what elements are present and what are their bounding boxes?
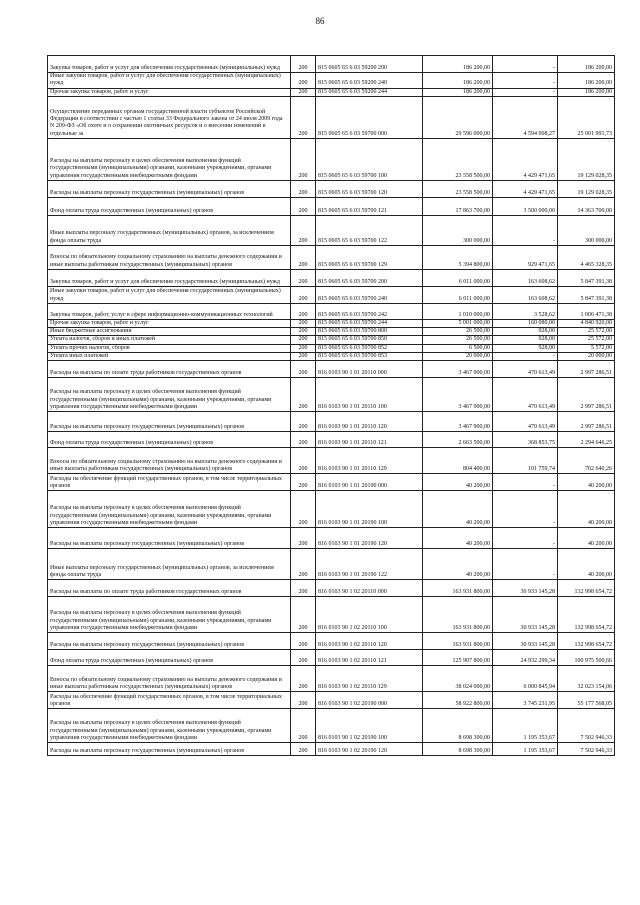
table-row [48,56,615,73]
row-approved: 8 698 300,00 [423,743,493,756]
row-name: Уплата иных платежей [48,353,291,361]
row-executed: - [493,56,558,73]
row-kbk: 815 0605 65 6 03 59700 000 [316,96,423,138]
row-approved: 3 467 900,00 [423,412,493,432]
row-kbk: 816 0103 90 1 01 20110 120 [316,412,423,432]
row-executed: 1 195 353,67 [493,743,558,756]
row-name: Прочая закупка товаров, работ и услуг [48,88,291,96]
row-executed: 24 932 299,34 [493,650,558,666]
row-remaining: 2 997 286,51 [558,378,615,412]
row-remaining: 132 998 654,72 [558,597,615,633]
row-remaining: 19 129 028,35 [558,138,615,180]
row-remaining: 5 847 391,38 [558,286,615,303]
row-kbk: 815 0605 65 6 03 59700 244 [316,319,423,327]
row-name: Уплата налогов, сборов и иных платежей [48,336,291,344]
table-row [48,319,615,327]
row-approved: 125 907 800,00 [423,650,493,666]
row-executed: 1 195 353,67 [493,709,558,743]
row-approved: 26 500,00 [423,336,493,344]
table-row [48,353,615,361]
table-row [48,269,615,286]
row-kbk: 816 0103 90 1 02 20190 100 [316,709,423,743]
row-code: 200 [291,328,316,336]
row-name: Расходы на выплаты персоналу государственных (муниципальных) органов [48,180,291,197]
row-executed: - [493,88,558,96]
row-approved: 23 558 500,00 [423,180,493,197]
row-kbk: 815 0605 65 6 03 59200 200 [316,56,423,73]
row-approved: 38 024 000,00 [423,666,493,692]
row-executed: 101 759,74 [493,448,558,474]
row-code: 200 [291,743,316,756]
row-kbk: 815 0605 65 6 03 59700 122 [316,215,423,245]
row-code: 200 [291,549,316,580]
row-approved: 3 467 900,00 [423,361,493,378]
table-row [48,197,615,215]
row-name: Фонд оплаты труда государственных (муниципальных) органов [48,197,291,215]
row-kbk: 816 0103 90 1 01 20190 100 [316,491,423,528]
row-name: Расходы на выплаты персоналу в целях обеспечения выполнения функций государственными (муниципальными) органами, казенными учреждениями, органами управления государственными внебюджетными фондами [48,491,291,528]
row-executed: 4 429 471,65 [493,138,558,180]
row-remaining: 186 200,00 [558,73,615,89]
row-code: 200 [291,597,316,633]
row-code: 200 [291,319,316,327]
row-name: Иные выплаты персоналу государственных (муниципальных) органов, за исключением фонда оплаты труда [48,549,291,580]
row-kbk: 816 0103 90 1 02 20190 120 [316,743,423,756]
row-code: 200 [291,336,316,344]
table-row [48,286,615,303]
row-executed: - [493,549,558,580]
row-code: 200 [291,73,316,89]
table-row [48,528,615,549]
row-kbk: 816 0103 90 1 01 20110 129 [316,448,423,474]
row-name: Закупка товаров, работ и услуг для обеспечения государственных (муниципальных) нужд [48,56,291,73]
table-row [48,580,615,597]
row-remaining: 40 200,00 [558,549,615,580]
row-code: 200 [291,88,316,96]
row-approved: 5 394 800,00 [423,245,493,269]
row-remaining: 14 363 700,00 [558,197,615,215]
row-name: Расходы на выплаты по оплате труда работников государственных органов [48,361,291,378]
row-remaining: 186 200,00 [558,56,615,73]
table-row [48,633,615,650]
row-approved: 17 863 700,00 [423,197,493,215]
row-kbk: 815 0605 65 6 03 59700 120 [316,180,423,197]
row-executed: - [493,353,558,361]
row-approved: 186 200,00 [423,88,493,96]
row-executed: 3 745 231,95 [493,692,558,709]
row-approved: 40 200,00 [423,549,493,580]
row-approved: 58 922 800,00 [423,692,493,709]
row-code: 200 [291,245,316,269]
row-code: 200 [291,56,316,73]
row-kbk: 815 0605 65 6 03 59700 240 [316,286,423,303]
table-row [48,361,615,378]
row-kbk: 816 0103 90 1 01 20190 000 [316,474,423,491]
row-executed: - [493,491,558,528]
row-remaining: 702 640,26 [558,448,615,474]
row-approved: 5 001 000,00 [423,319,493,327]
table-row [48,743,615,756]
row-remaining: 7 502 946,33 [558,709,615,743]
row-executed: 470 613,49 [493,412,558,432]
row-executed: 30 933 145,28 [493,633,558,650]
row-kbk: 816 0103 90 1 02 20110 120 [316,633,423,650]
row-remaining: 300 000,00 [558,215,615,245]
row-code: 200 [291,580,316,597]
row-code: 200 [291,474,316,491]
table-row [48,88,615,96]
row-kbk: 815 0605 65 6 03 59700 850 [316,336,423,344]
row-code: 200 [291,303,316,319]
row-remaining: 4 465 328,35 [558,245,615,269]
row-name: Расходы на выплаты персоналу в целях обеспечения выполнения функций государственными (муниципальными) органами, казенными учреждениями, органами управления государственными внебюджетными фондами [48,709,291,743]
row-name: Фонд оплаты труда государственных (муниципальных) органов [48,432,291,448]
row-name: Расходы на выплаты персоналу в целях обеспечения выполнения функций государственными (муниципальными) органами, казенными учреждениями, органами управления государственными внебюджетными фондами [48,378,291,412]
row-executed: 163 608,62 [493,286,558,303]
row-remaining: 2 997 286,51 [558,361,615,378]
row-name: Расходы на выплаты персоналу в целях обеспечения выполнения функций государственными (муниципальными) органами, казенными учреждениями, органами управления государственными внебюджетными фондами [48,138,291,180]
row-remaining: 132 998 654,72 [558,580,615,597]
row-kbk: 816 0103 90 1 01 20110 000 [316,361,423,378]
table-row [48,474,615,491]
table-row [48,448,615,474]
table-row [48,180,615,197]
row-approved: 6 011 000,00 [423,269,493,286]
row-name: Взносы по обязательному социальному страхованию на выплаты денежного содержания и иные выплаты работникам государственных (муниципальных) органов [48,448,291,474]
table-row [48,138,615,180]
row-name: Расходы на обеспечение функций государственных органов, в том числе территориальных органов [48,692,291,709]
row-name: Закупка товаров, работ и услуг для обеспечения государственных (муниципальных) нужд [48,269,291,286]
table-row [48,549,615,580]
row-remaining: 55 177 568,05 [558,692,615,709]
row-executed: 30 933 145,28 [493,580,558,597]
row-name: Закупка товаров, работ, услуг в сфере информационно-коммуникационных технологий [48,303,291,319]
table-row [48,215,615,245]
row-code: 200 [291,96,316,138]
row-remaining: 19 129 028,35 [558,180,615,197]
row-executed: - [493,73,558,89]
table-row [48,303,615,319]
row-executed: 928,00 [493,328,558,336]
row-name: Иные закупки товаров, работ и услуг для обеспечения государственных (муниципальных) нужд [48,73,291,89]
row-approved: 8 698 300,00 [423,709,493,743]
row-name: Взносы по обязательному социальному страхованию на выплаты денежного содержания и иные выплаты работникам государственных (муниципальных) органов [48,245,291,269]
table-row [48,666,615,692]
row-kbk: 815 0605 65 6 03 59200 244 [316,88,423,96]
row-executed: 6 000 845,94 [493,666,558,692]
row-code: 200 [291,269,316,286]
table-row [48,344,615,352]
row-executed: 929 471,65 [493,245,558,269]
row-approved: 163 931 800,00 [423,633,493,650]
row-executed: 928,00 [493,336,558,344]
row-executed: 163 608,62 [493,269,558,286]
row-kbk: 816 0103 90 1 01 20110 121 [316,432,423,448]
row-remaining: 4 840 920,00 [558,319,615,327]
row-remaining: 40 200,00 [558,491,615,528]
row-kbk: 816 0103 90 1 01 20190 120 [316,528,423,549]
row-code: 200 [291,344,316,352]
row-approved: 2 663 500,00 [423,432,493,448]
table-row [48,378,615,412]
row-approved: 29 596 000,00 [423,96,493,138]
row-approved: 300 000,00 [423,215,493,245]
row-code: 200 [291,692,316,709]
row-name: Уплата прочих налогов, сборов [48,344,291,352]
row-name: Прочая закупка товаров, работ и услуг [48,319,291,327]
row-approved: 3 467 900,00 [423,378,493,412]
row-kbk: 815 0605 65 6 03 59700 200 [316,269,423,286]
row-executed: 368 853,75 [493,432,558,448]
row-code: 200 [291,709,316,743]
row-executed: 928,00 [493,344,558,352]
table-row [48,432,615,448]
row-name: Расходы на выплаты персоналу в целях обеспечения выполнения функций государственными (муниципальными) органами, казенными учреждениями, органами управления государственными внебюджетными фондами [48,597,291,633]
table-row [48,650,615,666]
row-approved: 163 931 800,00 [423,580,493,597]
row-approved: 6 500,00 [423,344,493,352]
row-code: 200 [291,361,316,378]
row-name: Расходы на выплаты по оплате труда работников государственных органов [48,580,291,597]
row-executed: 470 613,49 [493,378,558,412]
row-approved: 40 200,00 [423,474,493,491]
row-kbk: 815 0605 65 6 03 59700 800 [316,328,423,336]
row-code: 200 [291,666,316,692]
row-executed: - [493,474,558,491]
row-kbk: 816 0103 90 1 02 20110 100 [316,597,423,633]
row-approved: 40 200,00 [423,528,493,549]
row-code: 200 [291,286,316,303]
row-approved: 26 500,00 [423,328,493,336]
row-executed: 160 080,00 [493,319,558,327]
page-number: 86 [315,16,325,26]
row-kbk: 815 0605 65 6 03 59700 242 [316,303,423,319]
row-name: Расходы на выплаты персоналу государственных (муниципальных) органов [48,633,291,650]
row-name: Расходы на обеспечение функций государственных органов, в том числе территориальных органов [48,474,291,491]
row-kbk: 816 0103 90 1 02 20110 121 [316,650,423,666]
row-name: Расходы на выплаты персоналу государственных (муниципальных) органов [48,528,291,549]
row-approved: 186 200,00 [423,73,493,89]
row-kbk: 816 0103 90 1 02 20110 129 [316,666,423,692]
table-row [48,597,615,633]
row-kbk: 816 0103 90 1 02 20190 000 [316,692,423,709]
row-code: 200 [291,633,316,650]
row-executed: - [493,528,558,549]
table-row [48,96,615,138]
row-approved: 804 400,00 [423,448,493,474]
row-kbk: 815 0605 65 6 03 59200 240 [316,73,423,89]
row-name: Осуществление переданных органам государственной власти субъектов Российской Федерации в соответствии с частью 1 статьи 33 Федерального закона от 24 июля 2009 года N 209-ФЗ «Об охоте и о сохранении охотничьих ресурсов и о внесении изменений в отдельные за [48,96,291,138]
row-remaining: 25 572,00 [558,336,615,344]
row-approved: 20 000,00 [423,353,493,361]
row-approved: 1 010 000,00 [423,303,493,319]
row-executed: 3 528,62 [493,303,558,319]
row-remaining: 2 997 286,51 [558,412,615,432]
row-name: Иные выплаты персоналу государственных (муниципальных) органов, за исключением фонда оплаты труда [48,215,291,245]
row-name: Расходы на выплаты персоналу государственных (муниципальных) органов [48,743,291,756]
row-name: Расходы на выплаты персоналу государственных (муниципальных) органов [48,412,291,432]
row-kbk: 816 0103 90 1 01 20190 122 [316,549,423,580]
row-executed: 3 500 000,00 [493,197,558,215]
row-remaining: 5 572,00 [558,344,615,352]
row-code: 200 [291,491,316,528]
table-row [48,692,615,709]
row-code: 200 [291,138,316,180]
table-row [48,709,615,743]
row-remaining: 100 975 500,66 [558,650,615,666]
row-code: 200 [291,528,316,549]
row-code: 200 [291,180,316,197]
row-remaining: 132 998 654,72 [558,633,615,650]
table-row [48,328,615,336]
row-remaining: 40 200,00 [558,474,615,491]
row-approved: 23 558 500,00 [423,138,493,180]
row-remaining: 7 502 946,33 [558,743,615,756]
row-remaining: 25 572,00 [558,328,615,336]
row-code: 200 [291,197,316,215]
row-code: 200 [291,448,316,474]
row-kbk: 815 0605 65 6 03 59700 853 [316,353,423,361]
row-code: 200 [291,353,316,361]
table-row [48,336,615,344]
row-executed: 4 594 008,27 [493,96,558,138]
row-remaining: 25 001 991,73 [558,96,615,138]
row-executed: 4 429 471,65 [493,180,558,197]
row-approved: 163 931 800,00 [423,597,493,633]
row-kbk: 815 0605 65 6 03 59700 129 [316,245,423,269]
row-executed: - [493,215,558,245]
row-code: 200 [291,215,316,245]
table-body [48,56,615,756]
row-remaining: 32 023 154,06 [558,666,615,692]
row-kbk: 816 0103 90 1 01 20110 100 [316,378,423,412]
row-name: Фонд оплаты труда государственных (муниципальных) органов [48,650,291,666]
row-code: 200 [291,412,316,432]
row-approved: 186 200,00 [423,56,493,73]
row-code: 200 [291,432,316,448]
row-remaining: 2 294 646,25 [558,432,615,448]
table-row [48,491,615,528]
row-kbk: 815 0605 65 6 03 59700 121 [316,197,423,215]
row-code: 200 [291,378,316,412]
row-remaining: 186 200,00 [558,88,615,96]
row-name: Взносы по обязательному социальному страхованию на выплаты денежного содержания и иные выплаты работникам государственных (муниципальных) органов [48,666,291,692]
row-kbk: 815 0605 65 6 03 59700 852 [316,344,423,352]
row-kbk: 815 0605 65 6 03 59700 100 [316,138,423,180]
row-name: Иные бюджетные ассигнования [48,328,291,336]
row-remaining: 5 847 391,38 [558,269,615,286]
row-remaining: 1 006 471,38 [558,303,615,319]
table-row [48,412,615,432]
row-name: Иные закупки товаров, работ и услуг для обеспечения государственных (муниципальных) нужд [48,286,291,303]
row-approved: 6 011 000,00 [423,286,493,303]
row-approved: 40 200,00 [423,491,493,528]
budget-execution-table [47,55,615,756]
row-executed: 470 613,49 [493,361,558,378]
row-executed: 30 933 145,28 [493,597,558,633]
table-row [48,245,615,269]
row-code: 200 [291,650,316,666]
row-remaining: 40 200,00 [558,528,615,549]
row-remaining: 20 000,00 [558,353,615,361]
row-kbk: 816 0103 90 1 02 20110 000 [316,580,423,597]
table-row [48,73,615,89]
